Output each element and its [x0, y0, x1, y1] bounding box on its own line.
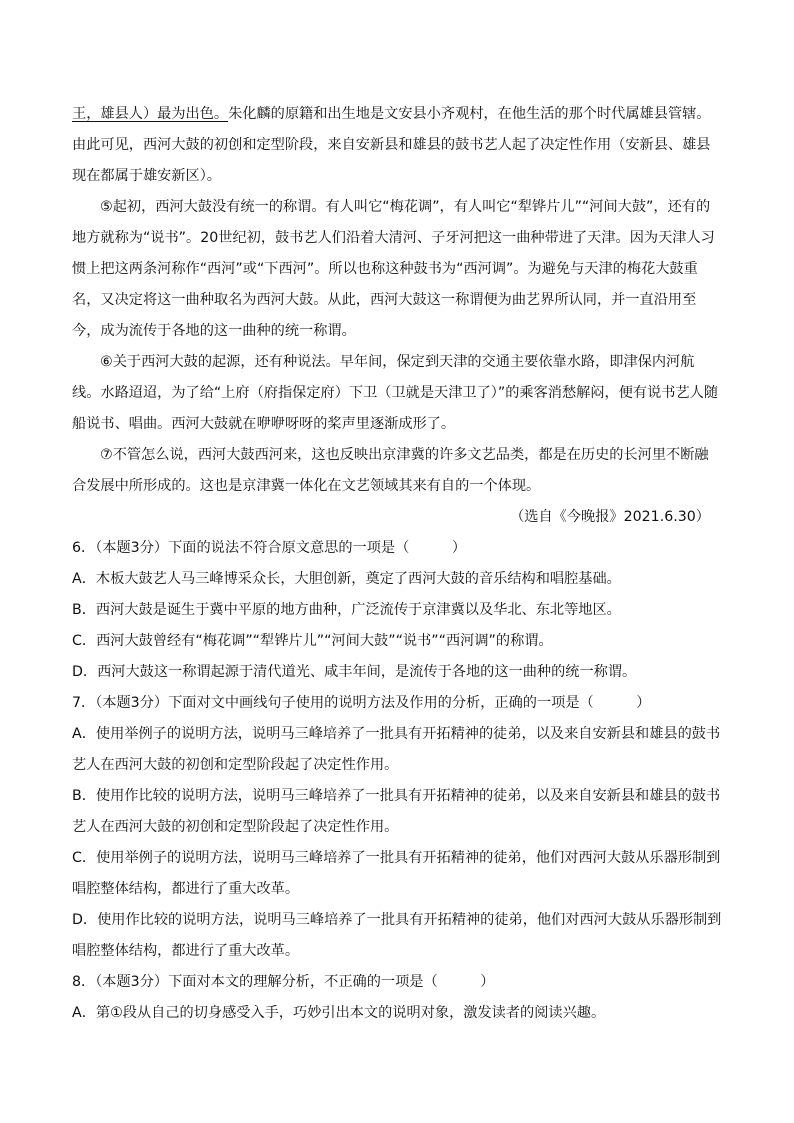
underlined-sentence-end: 王，雄县人）最为出色。	[72, 106, 229, 122]
option-a: A．第①段从自己的切身感受入手，巧妙引出本文的说明对象，激发读者的阅读兴趣。	[72, 1005, 606, 1021]
passage-paragraph-6: ⑥关于西河大鼓的起源，还有种说法。早年间，保定到天津的交通主要依靠水路，即津保内河航线。水路迢迢，为了给“上府（府指保定府）下卫（卫就是天津卫了）”的乘客消愁解闷，便有说书艺人随船说书、唱曲。西河大鼓就在咿咿呀呀的桨声里逐渐成形了。	[72, 354, 719, 432]
option-a: A．使用举例子的说明方法，说明马三峰培养了一批具有开拓精神的徒弟，以及来自安新县和雄县的鼓书艺人在西河大鼓的初创和定型阶段起了决定性作用。	[72, 726, 721, 773]
option-c: C．使用举例子的说明方法，说明马三峰培养了一批具有开拓精神的徒弟，他们对西河大鼓从乐器形制到唱腔整体结构，都进行了重大改革。	[72, 850, 721, 897]
question-stem: 6．（本题3分）下面的说法不符合原文意思的一项是（ ）	[72, 540, 467, 556]
question-stem: 7．（本题3分）下面对文中画线句子使用的说明方法及作用的分析，正确的一项是（ ）	[72, 695, 651, 711]
passage-source: （选自《今晚报》2021.6.30）	[510, 509, 710, 525]
question-stem: 8．（本题3分）下面对本文的理解分析，不正确的一项是（ ）	[72, 974, 495, 990]
passage-paragraph-4	[72, 99, 722, 192]
option-d: D．西河大鼓这一称谓起源于清代道光、咸丰年间，是流传于各地的这一曲种的统一称谓。	[72, 664, 637, 680]
paragraph-4-text: 朱化麟的原籍和出生地是文安县小齐观村，在他生活的那个时代属雄县管辖。由此可见，西河大鼓的初创和定型阶段，来自安新县和雄县的鼓书艺人起了决定性作用（安新县、雄县现在都属于雄安新区）。	[72, 106, 711, 184]
passage-paragraph-5: ⑤起初，西河大鼓没有统一的称谓。有人叫它“梅花调”，有人叫它“犁铧片儿”“河间大鼓”，还有的地方就称为“说书”。20世纪初，鼓书艺人们沿着大清河、子牙河把这一曲种带进了天津。因为天津人习惯上把这两条河称作“西河”或“下西河”。所以也称这种鼓书为“西河调”。为避免与天津的梅花大鼓重名，又决定将这一曲种取名为西河大鼓。从此，西河大鼓这一称谓便为曲艺界所认同，并一直沿用至今，成为流传于各地的这一曲种的统一称谓。	[72, 199, 715, 339]
passage-paragraph-7: ⑦不管怎么说，西河大鼓西河来，这也反映出京津冀的许多文艺品类，都是在历史的长河里不断融合发展中所形成的。这也是京津冀一体化在文艺领域其来有自的一个体现。	[72, 447, 709, 494]
question-8	[72, 967, 722, 1029]
option-d: D．使用作比较的说明方法，说明马三峰培养了一批具有开拓精神的徒弟，他们对西河大鼓从乐器形制到唱腔整体结构，都进行了重大改革。	[72, 912, 722, 959]
option-b: B．使用作比较的说明方法，说明马三峰培养了一批具有开拓精神的徒弟，以及来自安新县和雄县的鼓书艺人在西河大鼓的初创和定型阶段起了决定性作用。	[72, 788, 721, 835]
option-c: C．西河大鼓曾经有“梅花调”“犁铧片儿”“河间大鼓”“说书”“西河调”的称谓。	[72, 633, 553, 649]
question-7	[72, 688, 722, 967]
question-6	[72, 533, 722, 688]
option-b: B．西河大鼓是诞生于冀中平原的地方曲种，广泛流传于京津冀以及华北、东北等地区。	[72, 602, 621, 618]
option-a: A．木板大鼓艺人马三峰博采众长，大胆创新，奠定了西河大鼓的音乐结构和唱腔基础。	[72, 571, 621, 587]
reading-passage	[72, 99, 722, 533]
